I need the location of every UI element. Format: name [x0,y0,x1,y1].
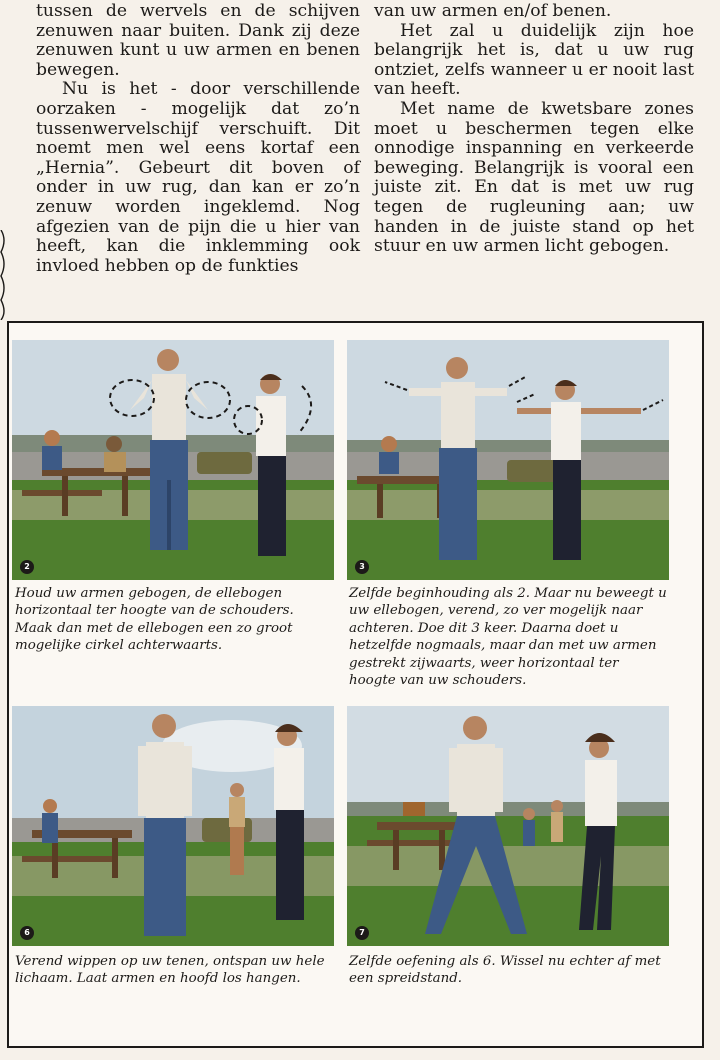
figure-number-badge: 7 [355,926,369,940]
body-text-left-column [36,2,360,276]
photo-exercise-2 [12,340,334,580]
figure-caption-2 [15,585,335,655]
exercise-photo-panel [7,321,704,1048]
figure-caption-3 [349,585,669,689]
figure-caption-6 [15,953,335,988]
caption-text: Houd uw armen gebogen, de ellebogen horizontaal ter hoogte van de schouders. Maak dan met de ellebogen een zo groot mogelijke cirkel achterwaarts. [15,586,294,654]
figure-number-badge: 2 [20,560,34,574]
paragraph: tussen de wervels en de schijven zenuwen naar buiten. Dank zij deze zenuwen kunt u uw armen en benen bewegen. [36,1,360,80]
paragraph: Het zal u duidelijk zijn hoe belangrijk het is, dat u uw rug ontziet, zelfs wanneer u er nooit last van heeft. [374,20,694,100]
photo-exercise-7 [347,706,669,946]
binding-spiral-icon [0,230,6,320]
figure-caption-7 [349,953,669,988]
figure-number-badge: 3 [355,560,369,574]
caption-text: Zelfde beginhouding als 2. Maar nu beweegt u uw ellebogen, verend, zo ver mogelijk naar achteren. Doe dit 3 keer. Daarna doet u hetzelfde nogmaals, maar dan met uw armen gestrekt zijwaarts, weer horizontaal ter hoogte van uw schouders. [349,586,667,689]
paragraph: van uw armen en/of benen. [374,1,612,21]
caption-text: Zelfde oefening als 6. Wissel nu echter af met een spreidstand. [349,954,661,987]
figure-number-badge: 6 [20,926,34,940]
caption-text: Verend wippen op uw tenen, ontspan uw hele lichaam. Laat armen en hoofd los hangen. [15,954,325,987]
paragraph: Met name de kwetsbare zones moet u beschermen tegen elke onnodige inspanning en verkeerde beweging. Belangrijk is vooral een juiste zit. En dat is met uw rug tegen de rugleuning aan; uw handen in de juiste stand op het stuur en uw armen licht gebogen. [374,98,694,257]
photo-exercise-3 [347,340,669,580]
paragraph: Nu is het - door verschillende oorzaken - mogelijk dat zo’n tussenwervelschijf verschuift. Dit noemt men wel eens kortaf een „Hernia”. Gebeurt dit boven of onder in uw rug, dan kan er zo’n zenuw worden ingeklemd. Nog afgezien van de pijn die u hier van heeft, kan die inklemming ook invloed hebben op de funkties [36,79,360,276]
body-text-right-column [374,2,694,257]
photo-exercise-6 [12,706,334,946]
